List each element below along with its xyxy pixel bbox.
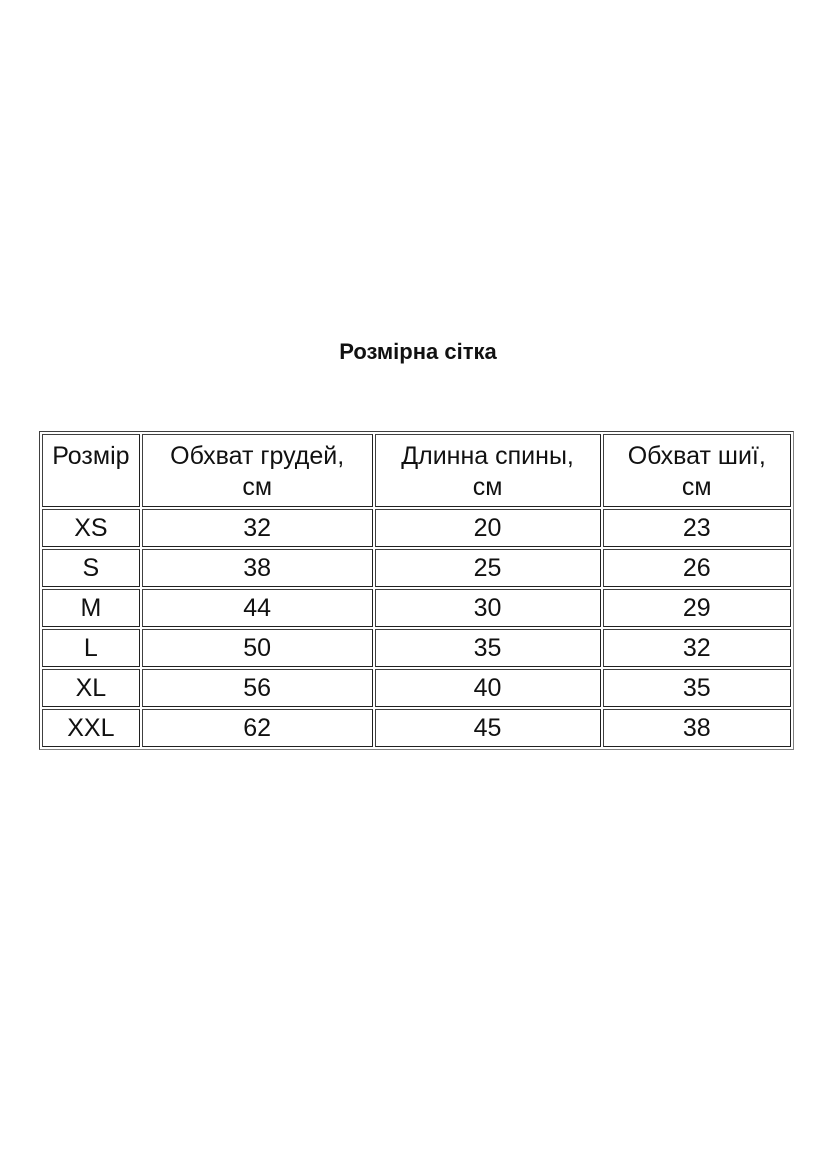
- cell-chest: 44: [142, 589, 373, 627]
- table-row: [42, 709, 791, 747]
- cell-neck: 38: [603, 709, 791, 747]
- table-row: [42, 549, 791, 587]
- cell-chest: 62: [142, 709, 373, 747]
- cell-back: 20: [375, 509, 601, 547]
- size-chart-table: [39, 431, 794, 750]
- cell-size: M: [42, 589, 140, 627]
- cell-back: 45: [375, 709, 601, 747]
- cell-back: 40: [375, 669, 601, 707]
- header-back-label: Длинна спины,: [401, 441, 574, 470]
- cell-chest: 38: [142, 549, 373, 587]
- header-size-label: Розмір: [52, 441, 130, 470]
- cell-back: 30: [375, 589, 601, 627]
- header-neck: [603, 434, 791, 507]
- cell-back: 35: [375, 629, 601, 667]
- header-back-length: [375, 434, 601, 507]
- header-back-unit: см: [472, 472, 503, 501]
- cell-neck: 29: [603, 589, 791, 627]
- cell-back: 25: [375, 549, 601, 587]
- header-chest: [142, 434, 373, 507]
- table-row: [42, 509, 791, 547]
- cell-size: S: [42, 549, 140, 587]
- header-size: [42, 434, 140, 507]
- cell-size: XL: [42, 669, 140, 707]
- cell-size: L: [42, 629, 140, 667]
- cell-neck: 32: [603, 629, 791, 667]
- cell-chest: 56: [142, 669, 373, 707]
- header-size-unit: [87, 473, 94, 501]
- cell-neck: 26: [603, 549, 791, 587]
- header-neck-label: Обхват шиї,: [627, 441, 766, 470]
- cell-chest: 32: [142, 509, 373, 547]
- cell-chest: 50: [142, 629, 373, 667]
- table-row: [42, 589, 791, 627]
- cell-neck: 23: [603, 509, 791, 547]
- cell-neck: 35: [603, 669, 791, 707]
- cell-size: XXL: [42, 709, 140, 747]
- table-row: [42, 629, 791, 667]
- table-row: [42, 669, 791, 707]
- cell-size: XS: [42, 509, 140, 547]
- page-title: Розмірна сітка: [339, 339, 497, 364]
- header-chest-label: Обхват грудей,: [170, 441, 345, 470]
- header-chest-unit: см: [242, 472, 273, 501]
- table-header-row: [42, 434, 791, 507]
- header-neck-unit: см: [681, 472, 712, 501]
